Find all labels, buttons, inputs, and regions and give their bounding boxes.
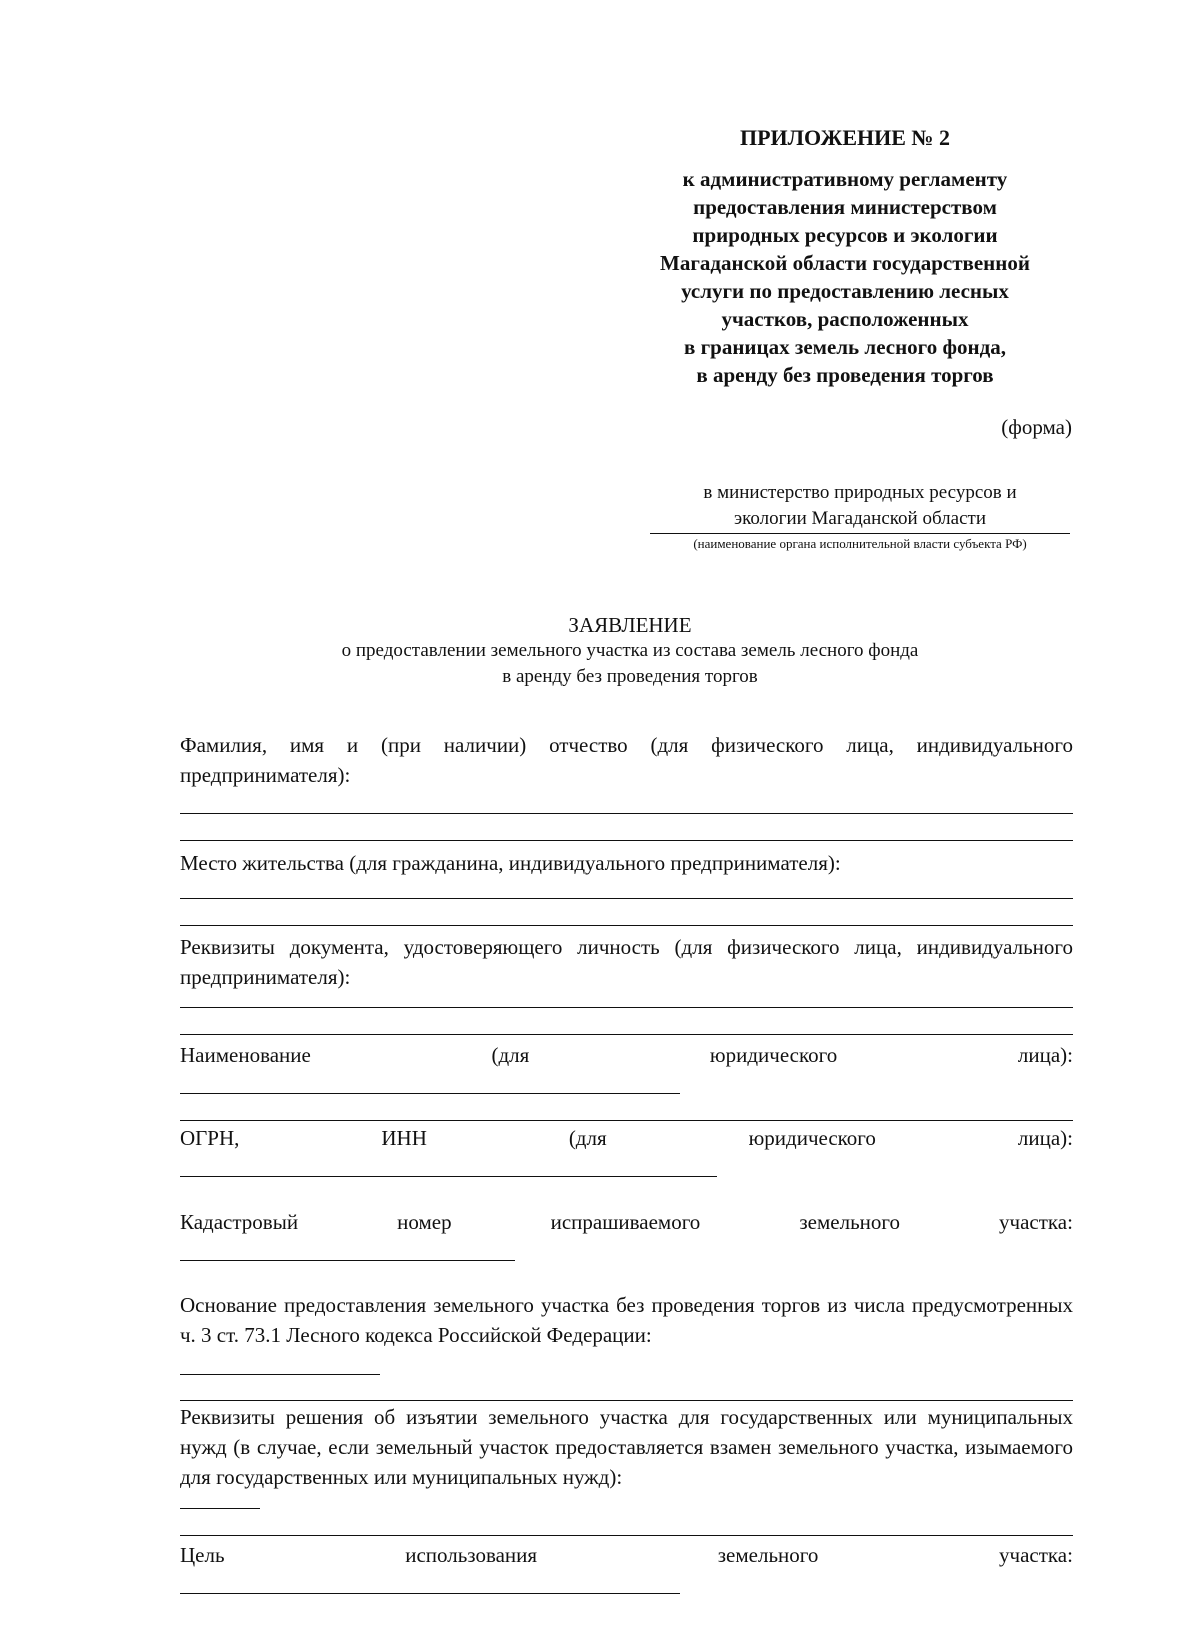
org-name-line-2[interactable] (180, 1120, 1073, 1121)
label-word: земельного (717, 1543, 819, 1567)
label-word: испрашиваемого (550, 1210, 701, 1234)
label-word: номер (397, 1210, 452, 1234)
label-word: (для (491, 1043, 530, 1067)
field-org-name-label (180, 1043, 1073, 1068)
fio-line-2[interactable] (180, 840, 1073, 841)
appendix-description (620, 165, 1070, 389)
fio-line-1[interactable] (180, 813, 1073, 814)
appendix-line: предоставления министерством (693, 195, 997, 219)
addressee-block (650, 480, 1070, 552)
seizure-line-1[interactable] (180, 1508, 260, 1509)
field-cadastral-label (180, 1210, 1073, 1235)
addressee-line-1: в министерство природных ресурсов и (703, 482, 1017, 503)
appendix-line: к административному регламенту (682, 167, 1008, 191)
appendix-line: Магаданской области государственной (660, 251, 1030, 275)
purpose-line[interactable] (180, 1593, 680, 1594)
form-label: (форма) (1001, 415, 1072, 439)
field-basis-label: Основание предоставления земельного участка без проведения торгов из числа предусмотренных ч. 3 ст. 73.1 Лесного кодекса Российской Федерации: (180, 1293, 1073, 1347)
id-document-line-1[interactable] (180, 1007, 1073, 1008)
statement-subtitle-2: в аренду без проведения торгов (502, 666, 758, 687)
field-id-document-label: Реквизиты документа, удостоверяющего личность (для физического лица, индивидуального предпринимателя): (180, 935, 1073, 989)
label-word: участка: (999, 1210, 1073, 1234)
id-document-line-2[interactable] (180, 1034, 1073, 1035)
appendix-line: участков, расположенных (721, 307, 969, 331)
statement-subtitle-1: о предоставлении земельного участка из состава земель лесного фонда (341, 640, 919, 661)
seizure-line-2[interactable] (180, 1535, 1073, 1536)
appendix-line: в границах земель лесного фонда, (684, 335, 1006, 359)
field-fio-label: Фамилия, имя и (при наличии) отчество (для физического лица, индивидуального предпринимателя): (180, 733, 1073, 787)
label-word: Наименование (180, 1043, 311, 1067)
label-word: ОГРН, (180, 1126, 240, 1150)
residence-line-2[interactable] (180, 925, 1073, 926)
field-residence-label: Место жительства (для гражданина, индивидуального предпринимателя): (180, 851, 841, 875)
field-purpose-label (180, 1543, 1073, 1568)
label-word: земельного (799, 1210, 900, 1234)
cadastral-line[interactable] (180, 1260, 515, 1261)
addressee-line-2: экологии Магаданской области (650, 506, 1070, 534)
label-word: ИНН (381, 1126, 427, 1150)
statement-title: ЗАЯВЛЕНИЕ (568, 613, 692, 637)
label-word: Кадастровый (180, 1210, 299, 1234)
appendix-title: ПРИЛОЖЕНИЕ № 2 (739, 125, 951, 150)
label-word: юридического (748, 1126, 876, 1150)
org-name-line-1[interactable] (180, 1093, 680, 1094)
appendix-line: услуги по предоставлению лесных (681, 279, 1009, 303)
field-ogrn-inn-label (180, 1126, 1073, 1151)
basis-line-1[interactable] (180, 1374, 380, 1375)
statement-header (0, 612, 1200, 690)
label-word: юридического (709, 1043, 838, 1067)
appendix-line: природных ресурсов и экологии (692, 223, 998, 247)
residence-line-1[interactable] (180, 898, 1073, 899)
label-word: лица): (1017, 1126, 1073, 1150)
addressee-note: (наименование органа исполнительной власти субъекта РФ) (693, 536, 1027, 551)
appendix-line: в аренду без проведения торгов (696, 363, 994, 387)
ogrn-inn-line[interactable] (180, 1176, 717, 1177)
label-word: участка: (999, 1543, 1073, 1567)
label-word: Цель (180, 1543, 225, 1567)
basis-line-2[interactable] (180, 1400, 1073, 1401)
field-seizure-label: Реквизиты решения об изъятии земельного участка для государственных или муниципальных нужд (в случае, если земельный участок предоставляется взамен земельного участка, изымаемого для государственных или муниципальных нужд): (180, 1405, 1073, 1489)
label-word: использования (405, 1543, 538, 1567)
label-word: лица): (1017, 1043, 1073, 1067)
label-word: (для (568, 1126, 607, 1150)
